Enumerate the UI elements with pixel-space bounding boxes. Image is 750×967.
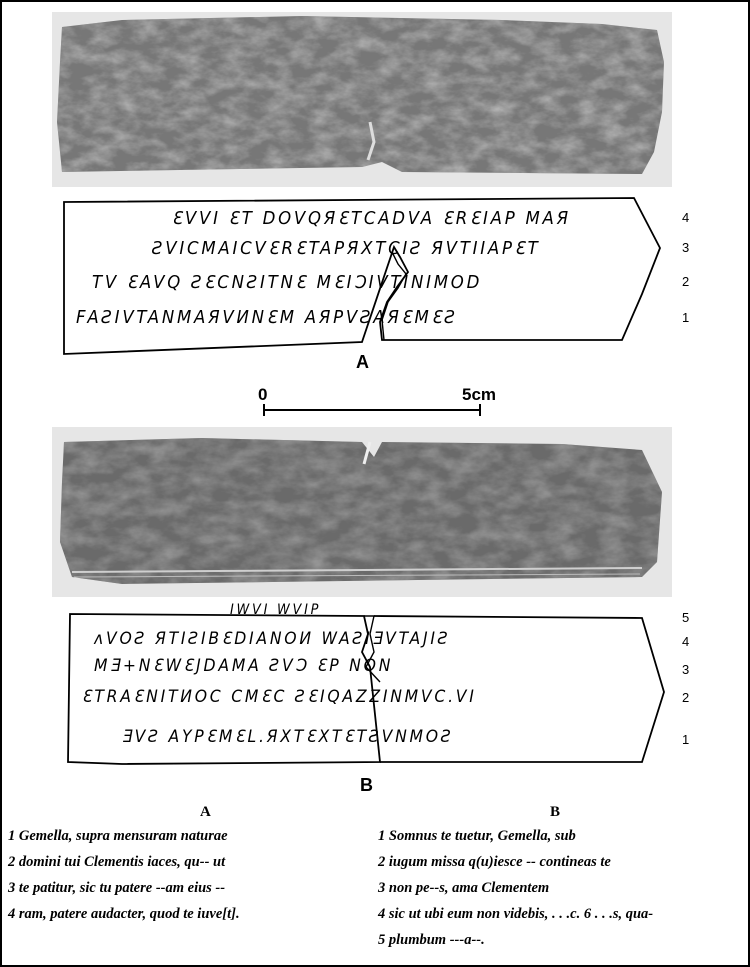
drawing-a-linenum-2: 2	[682, 274, 690, 289]
transcription-b-line-3: 3 non pe--s, ama Clementem	[378, 880, 550, 896]
panel-label-b: B	[360, 775, 373, 795]
drawing-b-line-1: ƎVƧ AYPƐMƐL.ЯXTƐXTƐTƧVNMOƧ	[122, 727, 454, 747]
drawing-b-linenum-4: 4	[682, 634, 690, 649]
transcription-b-line-1: 1 Somnus te tuetur, Gemella, sub	[378, 828, 576, 844]
scale-end-label: 5cm	[462, 385, 497, 404]
transcription-b-line-4: 4 sic ut ubi eum non videbis, . . .c. 6 . . .s, qua-	[378, 906, 654, 922]
drawing-b-linenum-5: 5	[682, 610, 690, 625]
drawing-a-linenum-1: 1	[682, 310, 690, 325]
drawing-a-linenum-4: 4	[682, 210, 690, 225]
drawing-b-line-5: IWVI WVIP	[230, 602, 322, 618]
transcription-b-heading: B	[550, 804, 561, 820]
transcription-a-line-1: 1 Gemella, supra mensuram naturae	[8, 828, 228, 844]
drawing-b-line-2: ƐTRAƐNITИOC CMƐC ƧƐIQAZZINMVC.VI	[82, 687, 477, 707]
transcription-a-line-2: 2 domini tui Clementis iaces, qu-- ut	[8, 854, 226, 870]
drawing-a-line-2: TV ƐAVQ ƧƐCNƧITNƐ MƐIƆIVTINIMOD	[92, 272, 483, 293]
transcription-a-line-3: 3 te patitur, sic tu patere --am eius --	[8, 880, 226, 896]
scale-bar	[2, 2, 748, 965]
panel-label-a: A	[356, 352, 369, 372]
drawing-b-linenum-3: 3	[682, 662, 690, 677]
drawing-a-line-4: ƐVVI ƐT DOVQЯƐTCADVA ƐRƐIAP MAЯ	[172, 208, 571, 229]
drawing-a-line-3: ƧVICMAICVƐRƐTAPЯXTCIƧ ЯVTIIAPƐT	[152, 238, 541, 259]
drawing-b-line-3: MƎ+NƐWƐJDAMA ƧVƆ ƐP NON	[94, 656, 394, 676]
drawing-b-line-4: ʌVOƧ ЯTIƧIBƐDIANOИ WAƧIƎVTAJIƧ	[94, 629, 451, 649]
drawing-a-line-1: FAƧIVTANMAЯVИNƐM AЯPVƧAЯƐMƐƧ	[76, 307, 458, 328]
transcription-a-line-4: 4 ram, patere audacter, quod te iuve[t].	[8, 906, 240, 922]
scale-zero-label: 0	[258, 385, 268, 404]
transcription-b-line-5: 5 plumbum ---a--.	[378, 932, 485, 948]
drawing-b-linenum-2: 2	[682, 690, 690, 705]
transcription-b-line-2: 2 iugum missa q(u)iesce -- contineas te	[378, 854, 611, 870]
drawing-a-linenum-3: 3	[682, 240, 690, 255]
transcription-a-heading: A	[200, 804, 211, 820]
drawing-b-linenum-1: 1	[682, 732, 690, 747]
